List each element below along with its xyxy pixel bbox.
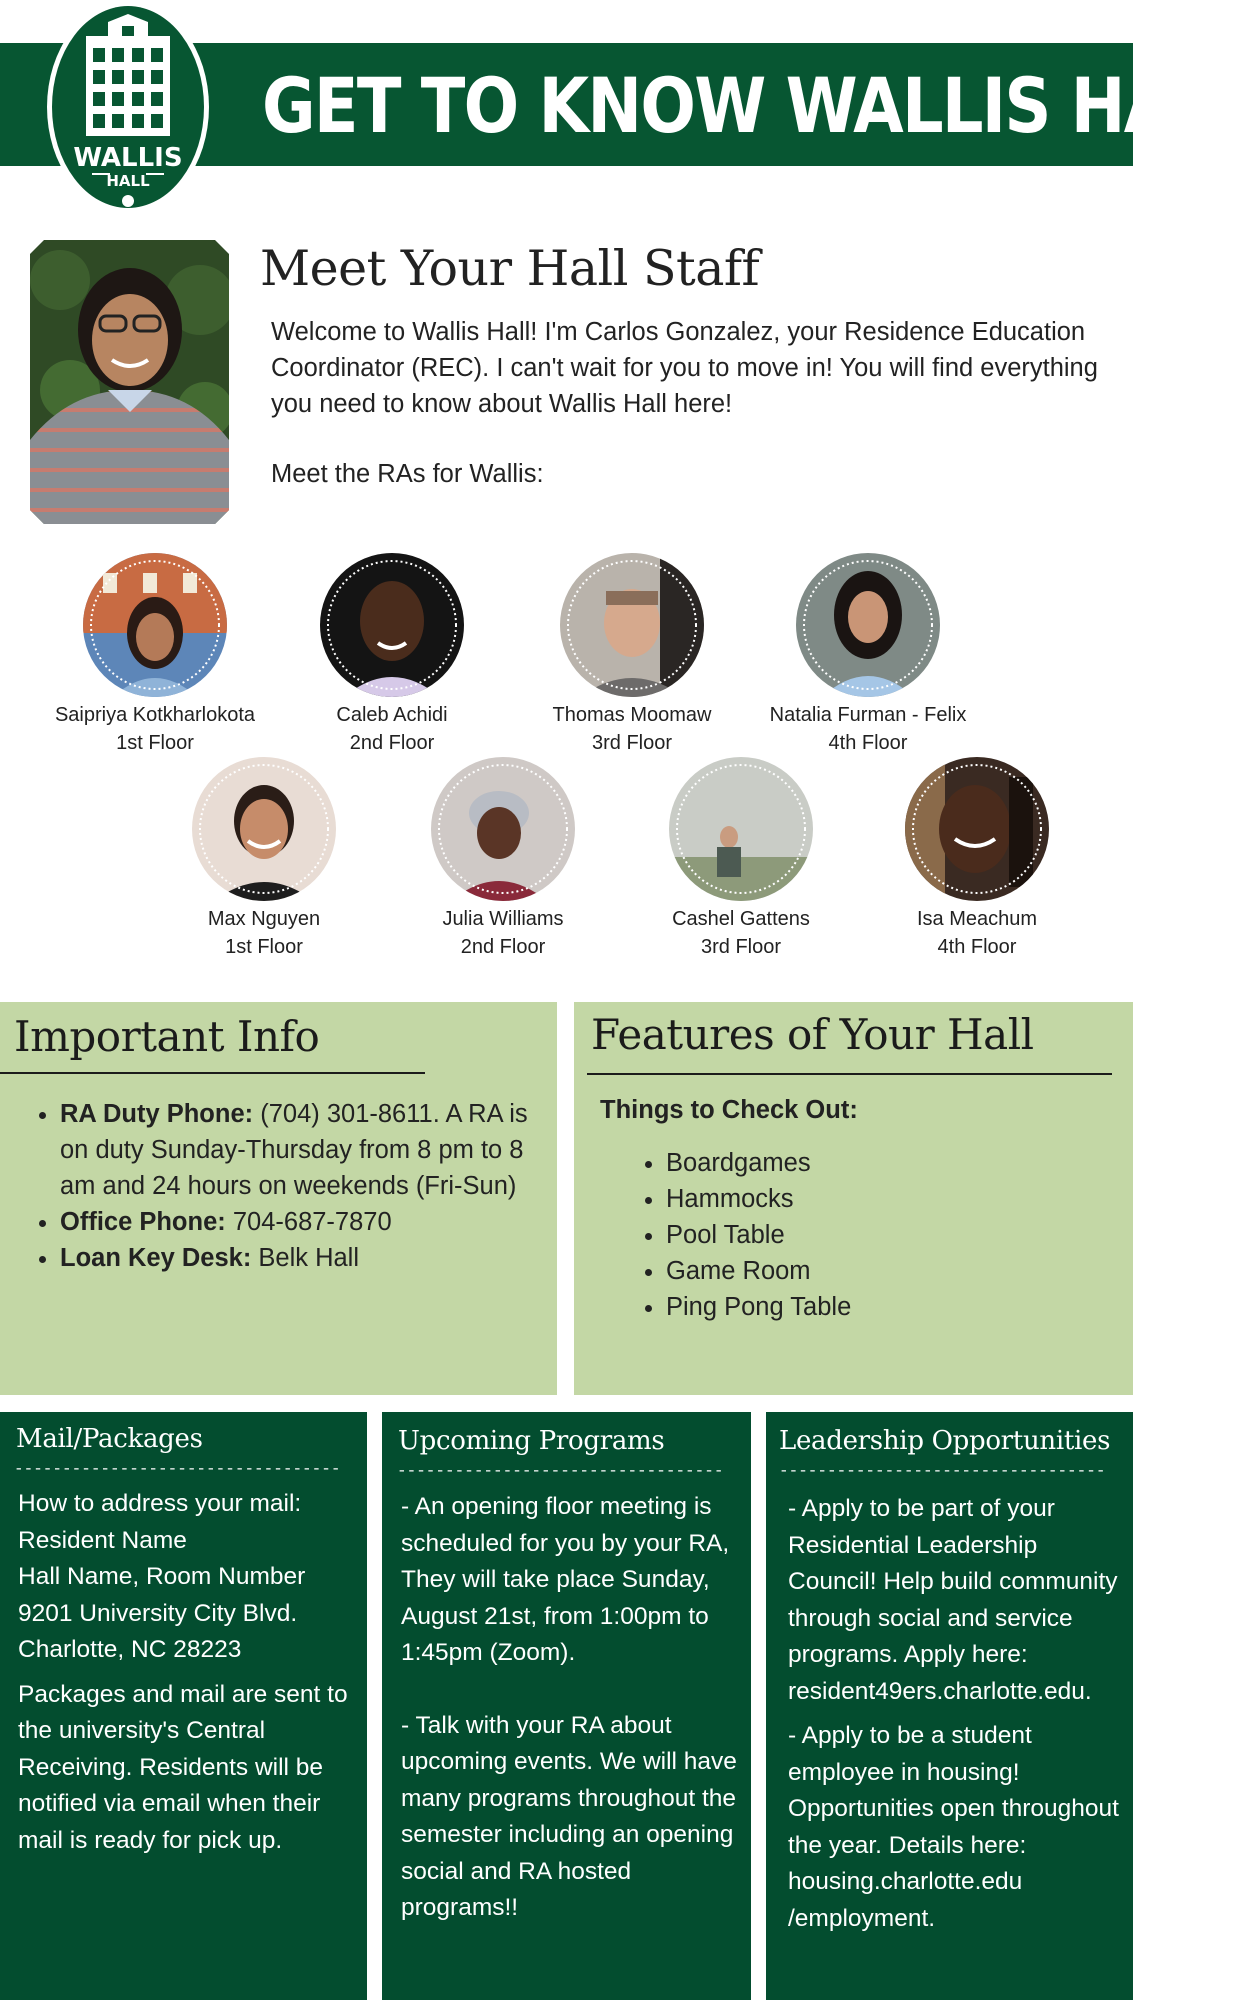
features-subtitle: Things to Check Out: <box>600 1096 858 1124</box>
mail-title: Mail/Packages <box>16 1424 203 1454</box>
welcome-text: Welcome to Wallis Hall! I'm Carlos Gonzalez, your Residence Education Coordinator (REC). I can't wait for you to move in! You will find everything you need to know about Wallis Hall here! <box>271 318 1098 418</box>
item-text: 704-687-7870 <box>225 1208 392 1236</box>
ra-photo <box>431 757 575 901</box>
ra-floor: 1st Floor <box>116 732 194 754</box>
item-label: Office Phone: <box>60 1208 226 1236</box>
list-item: • Pool Table <box>666 1217 851 1253</box>
leadership-item: - Apply to be a student employee in housing! Opportunities open throughout the year. Details here: housing.charlotte.edu /employment. <box>788 1722 1119 1932</box>
ra-name: Cashel Gattens <box>672 908 810 930</box>
ra-floor: 4th Floor <box>937 936 1017 958</box>
address-line: 9201 University City Blvd. <box>18 1599 298 1627</box>
ra-floor: 2nd Floor <box>349 732 435 754</box>
ra-floor: 2nd Floor <box>460 936 546 958</box>
list-item: • Game Room <box>666 1253 851 1289</box>
item-text: Belk Hall <box>251 1244 360 1272</box>
ra-floor: 3rd Floor <box>700 936 782 958</box>
page-title: GET TO KNOW WALLIS HALL <box>262 61 1253 150</box>
mail-text <box>18 1486 358 1859</box>
item-text: (704) 301-8611. A RA is on duty Sunday-Thursday from 8 pm to 8 am and 24 hours on weekends (Fri-Sun) <box>60 1100 528 1200</box>
address-line: Resident Name <box>18 1526 187 1554</box>
ra-card <box>144 757 384 961</box>
logo-text-hall: HALL <box>106 172 150 190</box>
programs-title: Upcoming Programs <box>398 1426 665 1456</box>
list-item: • Hammocks <box>666 1181 851 1217</box>
divider: ---------------------------------- <box>14 1460 341 1478</box>
divider <box>587 1073 1112 1075</box>
ra-card <box>621 757 861 961</box>
ra-floor: 1st Floor <box>225 936 303 958</box>
item-label: RA Duty Phone: <box>60 1100 254 1128</box>
features-list <box>636 1145 851 1325</box>
list-item: • Boardgames <box>666 1145 851 1181</box>
ra-photo <box>669 757 813 901</box>
ra-floor: 4th Floor <box>828 732 908 754</box>
list-item: • Ping Pong Table <box>666 1289 851 1325</box>
program-item: - An opening floor meeting is scheduled for you by your RA, They will take place Sunday, August 21st, from 1:00pm to 1:45pm (Zoom). <box>401 1493 730 1666</box>
divider: ---------------------------------- <box>779 1462 1106 1480</box>
ra-name: Isa Meachum <box>916 908 1038 930</box>
ra-name: Natalia Furman - Felix <box>769 704 967 726</box>
ra-name: Max Nguyen <box>207 908 321 930</box>
ra-photo <box>560 553 704 697</box>
list-item <box>60 1240 560 1276</box>
features-title: Features of Your Hall <box>591 1010 1034 1059</box>
ra-photo <box>796 553 940 697</box>
programs-text <box>401 1489 741 1927</box>
ra-photo <box>905 757 1049 901</box>
ra-name: Thomas Moomaw <box>552 704 712 726</box>
logo-text-wallis: WALLIS <box>73 143 183 173</box>
address-line: Charlotte, NC 28223 <box>18 1636 242 1663</box>
rec-photo <box>30 240 229 524</box>
divider <box>0 1072 425 1074</box>
list-item <box>60 1204 560 1240</box>
meet-ras-text: Meet the RAs for Wallis: <box>271 460 544 488</box>
item-label: Loan Key Desk: <box>60 1244 252 1272</box>
mail-packages: Packages and mail are sent to the university's Central Receiving. Residents will be notified via email when their mail is ready for pick up. <box>18 1680 348 1854</box>
ra-name: Caleb Achidi <box>336 704 448 726</box>
ra-name: Julia Williams <box>442 908 564 930</box>
wallis-hall-logo <box>46 0 210 214</box>
important-info-title: Important Info <box>14 1012 320 1061</box>
ra-card <box>35 553 275 757</box>
leadership-item: - Apply to be part of your Residential Leadership Council! Help build community through social and service programs. Apply here: resident49ers.charlotte.edu. <box>788 1495 1118 1705</box>
ra-photo <box>83 553 227 697</box>
ra-card <box>857 757 1097 961</box>
list-item <box>60 1096 560 1204</box>
leadership-title: Leadership Opportunities <box>779 1426 1111 1456</box>
ra-card <box>383 757 623 961</box>
ra-card <box>272 553 512 757</box>
ra-card <box>512 553 752 757</box>
divider: ---------------------------------- <box>397 1462 724 1480</box>
important-info-list <box>30 1096 560 1276</box>
program-item: - Talk with your RA about upcoming events. We will have many programs throughout the semester including an opening social and RA hosted programs!! <box>401 1711 737 1921</box>
address-line: Hall Name, Room Number <box>18 1563 306 1590</box>
mail-intro: How to address your mail: <box>18 1490 302 1517</box>
ra-photo <box>192 757 336 901</box>
ra-floor: 3rd Floor <box>591 732 673 754</box>
ra-name: Saipriya Kotkharlokota <box>54 704 256 726</box>
staff-title: Meet Your Hall Staff <box>260 240 760 297</box>
leadership-text <box>788 1491 1128 1937</box>
ra-photo <box>320 553 464 697</box>
ra-card <box>748 553 988 757</box>
